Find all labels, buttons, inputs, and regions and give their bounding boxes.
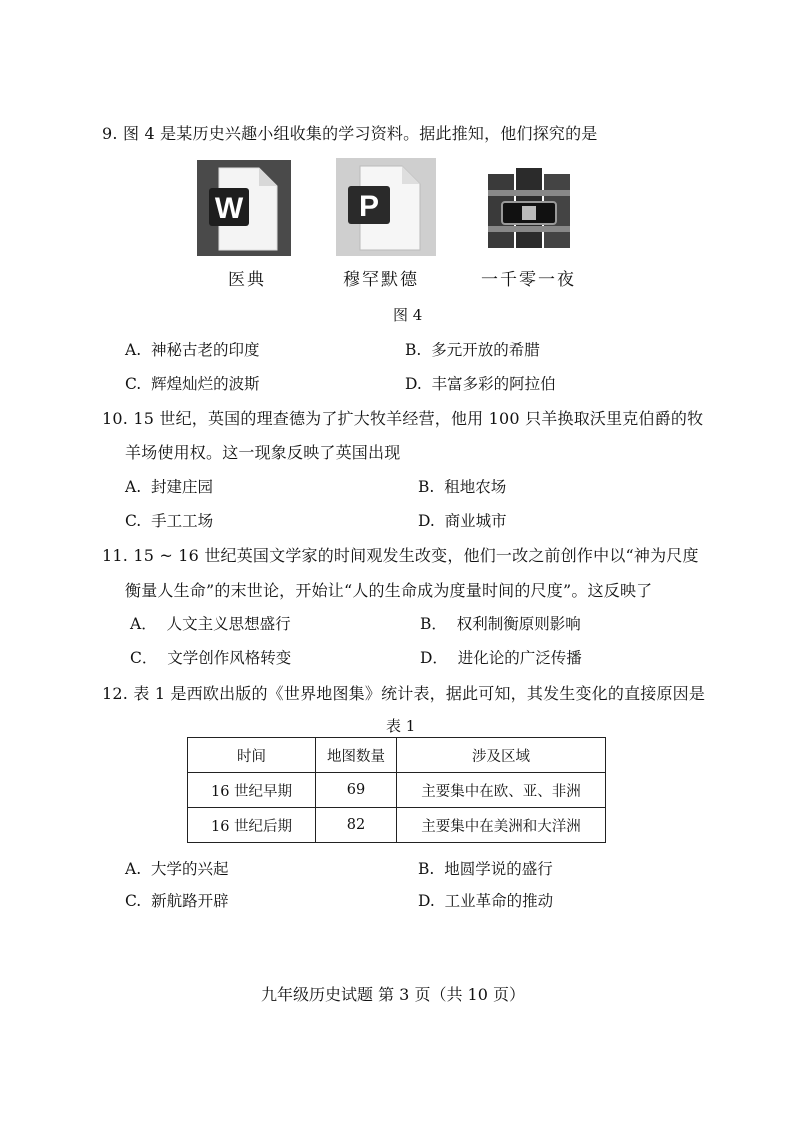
q12-option-b (418, 857, 553, 879)
option-key: A． (130, 615, 157, 633)
option-key: D． (420, 649, 448, 667)
table-cell: 16 世纪后期 (188, 808, 316, 843)
q10-option-a (125, 475, 213, 497)
q10-stem-line2: 羊场使用权。这一现象反映了英国出现 (125, 443, 401, 462)
q11-option-c (130, 646, 291, 668)
option-text: 地圆学说的盛行 (444, 860, 553, 878)
q9-option-d (405, 372, 556, 394)
word-document-icon (197, 160, 291, 256)
option-key: C． (130, 649, 158, 667)
powerpoint-document-icon (336, 158, 436, 256)
q12-option-c (125, 889, 229, 911)
option-text: 封建庄园 (150, 478, 213, 496)
page-footer: 九年级历史试题 第 3 页（共 10 页） (261, 985, 525, 1004)
q9-option-b (405, 338, 540, 360)
table-cell: 主要集中在欧、亚、非洲 (397, 773, 606, 808)
table-header-cell: 地图数量 (316, 738, 397, 773)
option-text: 文学创作风格转变 (167, 649, 292, 667)
q9-option-c (125, 372, 260, 394)
option-text: 权利制衡原则影响 (456, 615, 581, 633)
word-glyph: W (214, 192, 244, 225)
option-key: B. (418, 478, 435, 496)
option-key: C. (125, 892, 142, 910)
table-cell: 82 (316, 808, 397, 843)
q12-stem: 12. 表 1 是西欧出版的《世界地图集》统计表，据此可知，其发生变化的直接原因是 (102, 684, 706, 703)
option-key: A. (125, 860, 142, 878)
q9-stem: 9. 图 4 是某历史兴趣小组收集的学习资料。据此推知，他们探究的是 (102, 124, 598, 143)
table-cell: 69 (316, 773, 397, 808)
q11-option-b (420, 612, 581, 634)
q12-option-d (418, 889, 553, 911)
option-text: 进化论的广泛传播 (457, 649, 582, 667)
table-cell: 主要集中在美洲和大洋洲 (397, 808, 606, 843)
option-key: C. (125, 375, 142, 393)
option-key: D. (418, 892, 435, 910)
option-text: 人文主义思想盛行 (166, 615, 291, 633)
table-header-cell: 时间 (188, 738, 316, 773)
option-text: 大学的兴起 (150, 860, 229, 878)
table-header-cell: 涉及区域 (397, 738, 606, 773)
option-key: B． (420, 615, 447, 633)
option-key: B. (405, 341, 422, 359)
icon-label-3: 一千零一夜 (481, 270, 576, 290)
statistics-table (187, 737, 606, 843)
q12-option-a (125, 857, 229, 879)
option-text: 神秘古老的印度 (150, 341, 260, 359)
option-key: C. (125, 512, 142, 530)
table-row (188, 808, 606, 843)
option-text: 商业城市 (444, 512, 507, 530)
q11-stem-line2: 衡量人生命”的末世论，开始让“人的生命成为度量时间的尺度”。这反映了 (125, 581, 653, 600)
option-key: A. (125, 341, 142, 359)
q10-option-c (125, 509, 213, 531)
ppt-glyph: P (358, 190, 380, 223)
option-key: D. (418, 512, 435, 530)
q11-stem-line1: 11. 15 ~ 16 世纪英国文学家的时间观发生改变，他们一改之前创作中以“神为尺度 (102, 546, 699, 565)
q10-option-b (418, 475, 506, 497)
option-key: D. (405, 375, 422, 393)
table-cell: 16 世纪早期 (188, 773, 316, 808)
option-text: 手工工场 (151, 512, 214, 530)
q10-option-d (418, 509, 507, 531)
option-key: B. (418, 860, 435, 878)
option-text: 工业革命的推动 (444, 892, 554, 910)
figure-caption: 图 4 (393, 306, 423, 324)
table-caption: 表 1 (386, 717, 416, 735)
option-text: 新航路开辟 (151, 892, 229, 910)
option-text: 丰富多彩的阿拉伯 (431, 375, 556, 393)
icon-label-1: 医典 (228, 270, 266, 290)
q9-option-a (125, 338, 260, 360)
q11-option-a (130, 612, 291, 634)
option-text: 多元开放的希腊 (431, 341, 540, 359)
option-text: 租地农场 (444, 478, 507, 496)
archive-books-icon (478, 160, 580, 256)
icon-label-2: 穆罕默德 (343, 270, 419, 290)
option-text: 辉煌灿烂的波斯 (151, 375, 260, 393)
q10-stem-line1: 10. 15 世纪，英国的理查德为了扩大牧羊经营，他用 100 只羊换取沃里克伯爵的牧 (102, 409, 704, 428)
option-key: A. (125, 478, 142, 496)
table-row (188, 773, 606, 808)
table-header-row (188, 738, 606, 773)
q11-option-d (420, 646, 582, 668)
